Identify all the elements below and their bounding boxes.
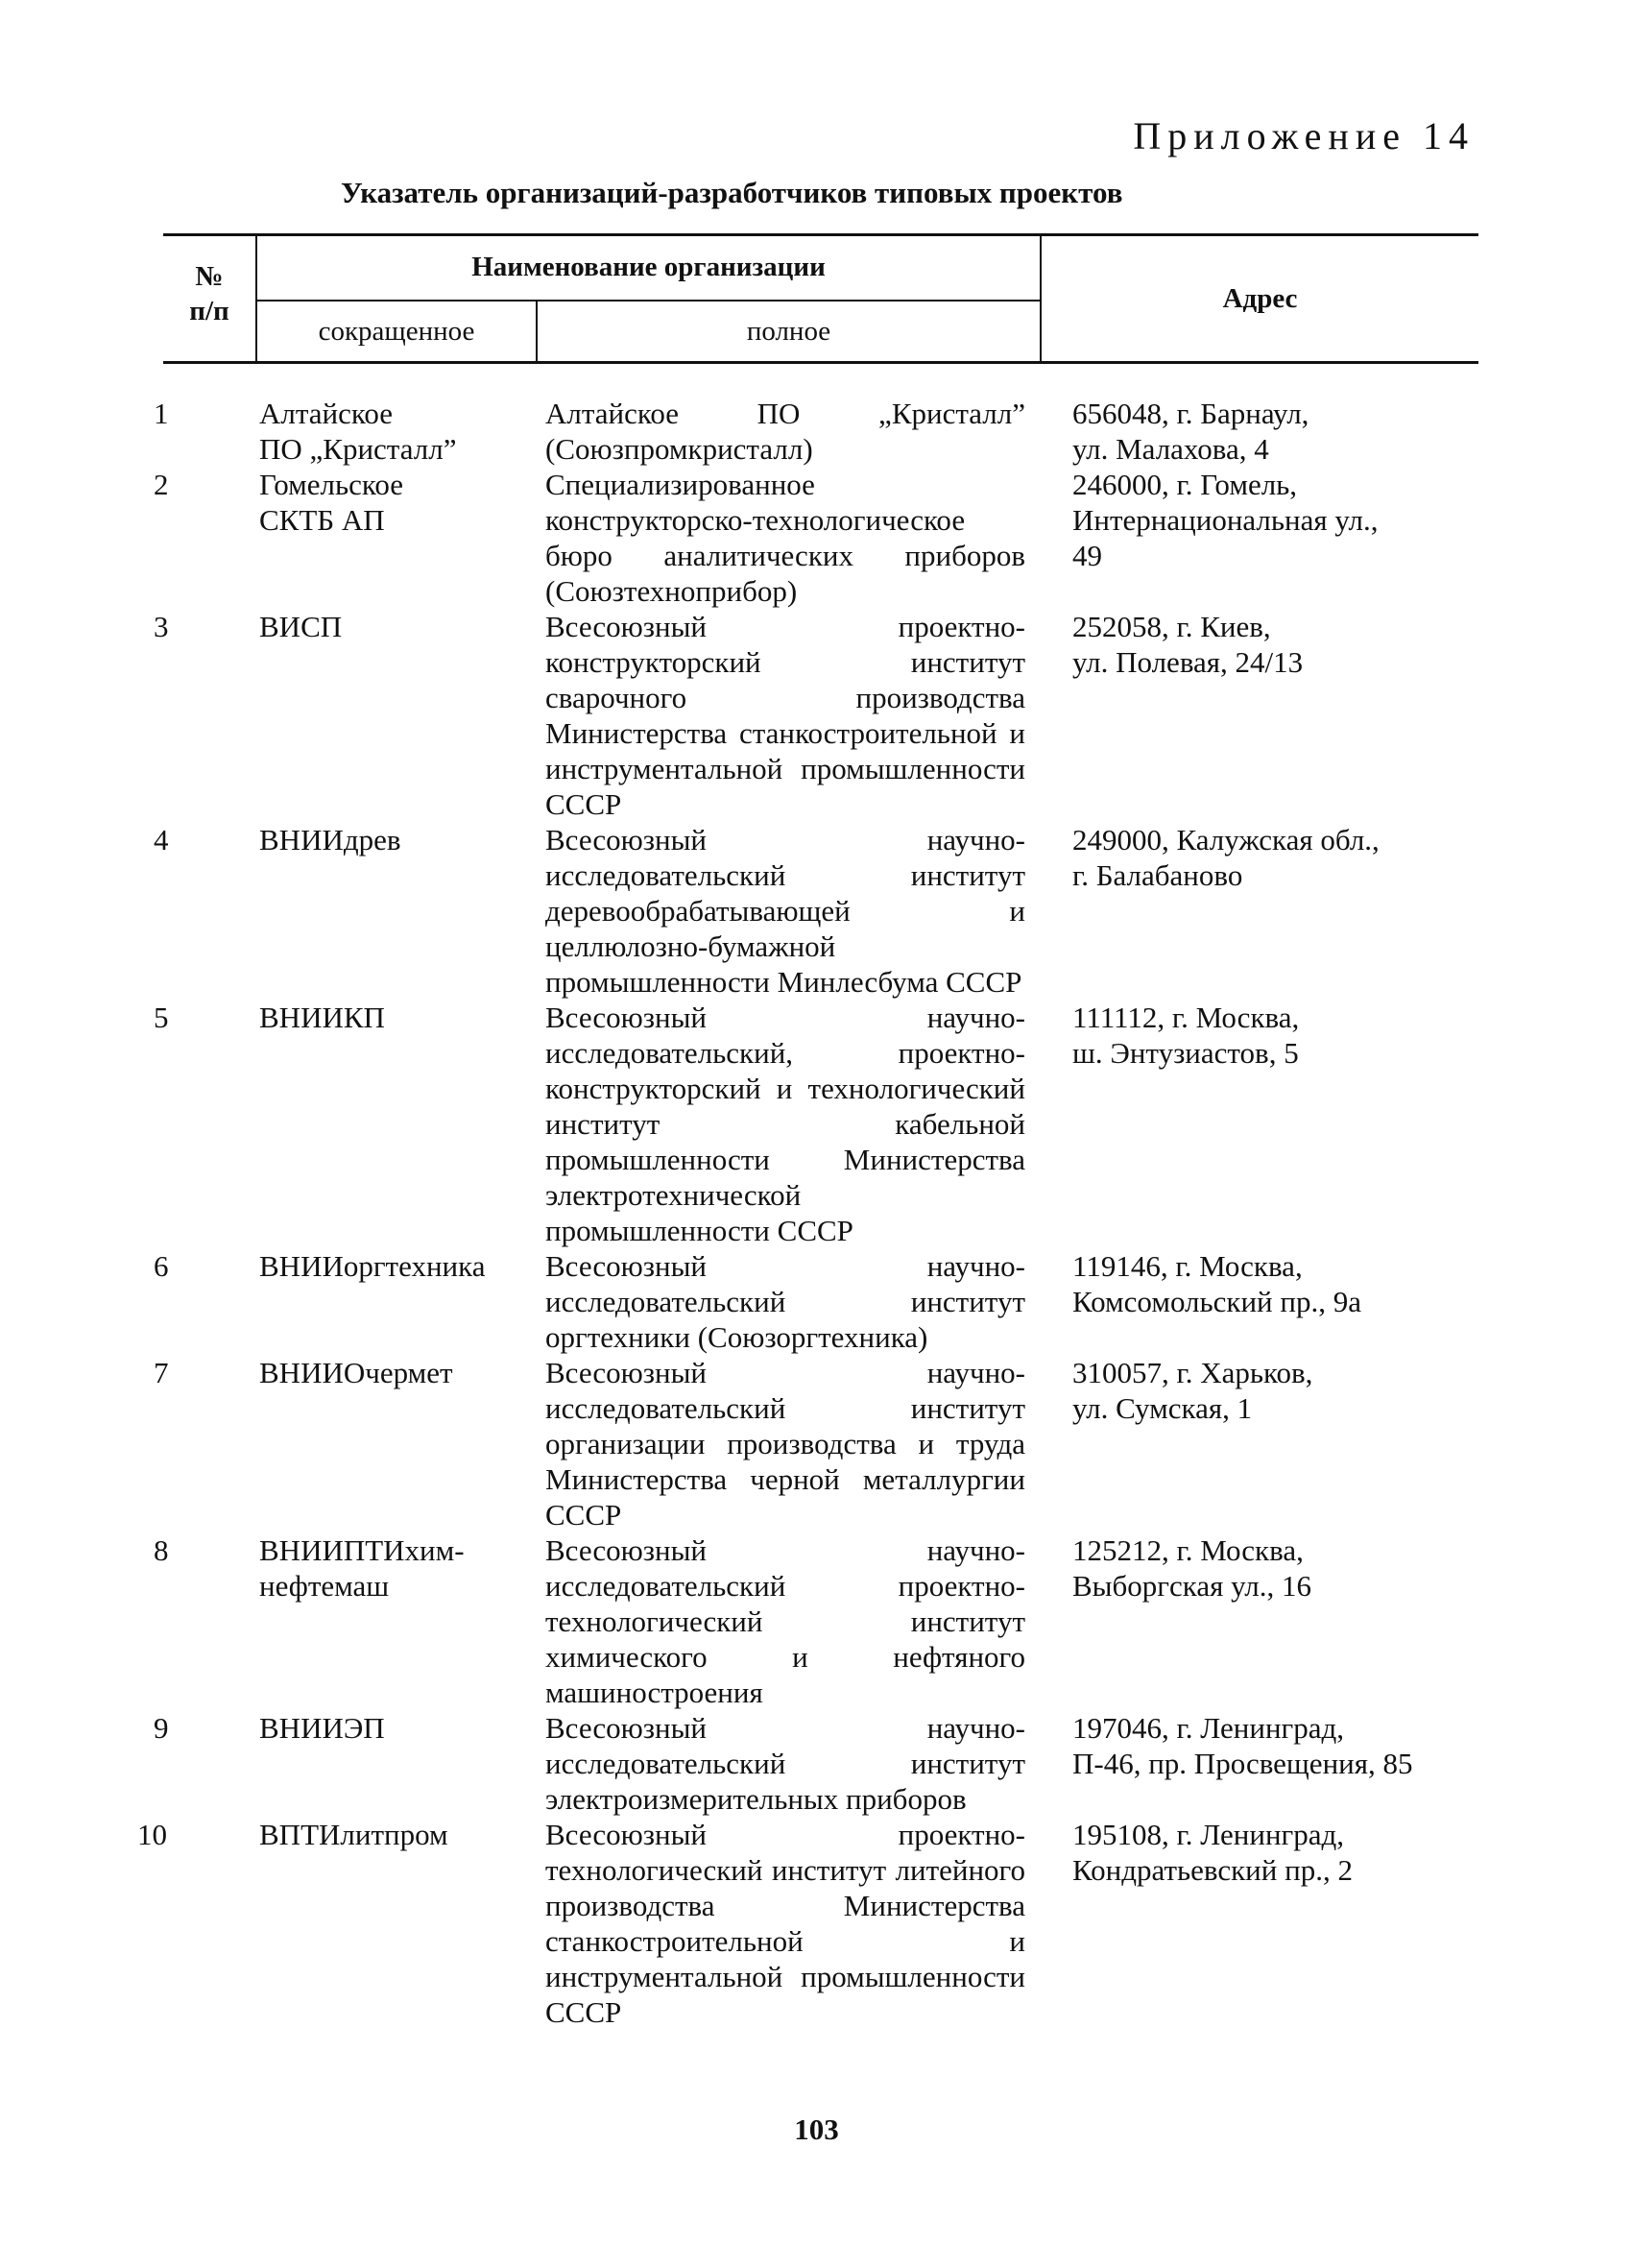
org-full-name: Алтайское ПО „Кристалл” (Союзпромкристалл) — [545, 397, 1025, 466]
row-number: 5 — [154, 1001, 169, 1034]
column-header-short: сокращенное — [318, 316, 475, 347]
row-number: 10 — [137, 1818, 167, 1851]
table-row — [0, 1710, 1633, 1817]
org-address: 125212, г. Москва, Выборгская ул., 16 — [1072, 1533, 1311, 1603]
column-header-number: № п/п — [189, 261, 229, 326]
org-short-name: Гомельское СКТБ АП — [259, 468, 403, 537]
table-row — [0, 396, 1633, 467]
table-row — [0, 1248, 1633, 1355]
org-full-name: Всесоюзный научно-исследовательский институт оргтехники (Союзоргтехника) — [545, 1249, 1025, 1354]
org-full-name: Всесоюзный проектно-конструкторский институт сварочного производства Министерства станкостроительной и инструментальной промышленности СССР — [545, 610, 1025, 821]
org-address: 119146, г. Москва, Комсомольский пр., 9а — [1072, 1249, 1361, 1318]
org-full-name: Всесоюзный научно-исследовательский институт организации производства и труда Министерства черной металлургии СССР — [545, 1356, 1025, 1532]
row-number: 8 — [154, 1533, 169, 1567]
table-row — [0, 822, 1633, 1000]
row-number: 3 — [154, 610, 169, 643]
column-header-address: Адрес — [1222, 283, 1298, 314]
table-body — [0, 396, 1633, 2030]
org-short-name: Алтайское ПО „Кристалл” — [259, 397, 457, 466]
table-top-rule — [163, 233, 1478, 236]
org-address: 252058, г. Киев, ул. Полевая, 24/13 — [1072, 610, 1304, 679]
table-row — [0, 467, 1633, 609]
org-name-underline — [256, 300, 1040, 302]
org-address: 246000, г. Гомель, Интернациональная ул., 49 — [1072, 468, 1379, 572]
org-short-name: ВНИИПТИхим- нефтемаш — [259, 1533, 465, 1603]
org-short-name: ВНИИОчермет — [259, 1356, 453, 1389]
table-row — [0, 1532, 1633, 1710]
row-number: 7 — [154, 1356, 169, 1389]
org-full-name: Всесоюзный научно-исследовательский проектно-технологический институт химического и нефтяного машиностроения — [545, 1533, 1025, 1709]
table-row — [0, 609, 1633, 822]
table-row — [0, 1355, 1633, 1532]
org-address: 111112, г. Москва, ш. Энтузиастов, 5 — [1072, 1001, 1300, 1070]
table-row — [0, 1817, 1633, 2030]
org-short-name: ВНИИдрев — [259, 823, 401, 857]
org-short-name: ВПТИлитпром — [259, 1818, 448, 1851]
org-short-name: ВИСП — [259, 610, 343, 643]
org-address: 197046, г. Ленинград, П-46, пр. Просвещения, 85 — [1072, 1711, 1413, 1780]
org-full-name: Всесоюзный проектно-технологический институт литейного производства Министерства станкостроительной и инструментальной промышленности СССР — [545, 1818, 1025, 2029]
org-short-name: ВНИИКП — [259, 1001, 385, 1034]
org-full-name: Всесоюзный научно-исследовательский институт деревообрабатывающей и целлюлозно-бумажной промышленности Минлесбума СССР — [545, 823, 1025, 999]
row-number: 4 — [154, 823, 169, 857]
org-address: 656048, г. Барнаул, ул. Малахова, 4 — [1072, 397, 1309, 466]
row-number: 6 — [154, 1249, 169, 1283]
row-number: 1 — [154, 397, 169, 430]
org-full-name: Всесоюзный научно-исследовательский институт электроизмерительных приборов — [545, 1711, 1025, 1816]
table-row — [0, 1000, 1633, 1248]
org-short-name: ВНИИЭП — [259, 1711, 385, 1745]
org-short-name: ВНИИоргтехника — [259, 1249, 486, 1283]
appendix-label: Приложение 14 — [1133, 114, 1475, 157]
column-header-org-name: Наименование организации — [471, 252, 826, 282]
column-header-full: полное — [746, 316, 831, 347]
page-title: Указатель организаций-разработчиков типовых проектов — [341, 176, 1123, 209]
page-number: 103 — [794, 2112, 839, 2146]
org-full-name: Всесоюзный научно-исследовательский, проектно-конструкторский и технологический институт кабельной промышленности Министерства электротехнической промышленности СССР — [545, 1001, 1025, 1247]
row-number: 2 — [154, 468, 169, 501]
org-full-name: Специализированное конструкторско-технологическое бюро аналитических приборов (Союзтехноприбор) — [545, 468, 1025, 608]
org-address: 310057, г. Харьков, ул. Сумская, 1 — [1072, 1356, 1313, 1425]
table-header-bottom-rule — [163, 361, 1478, 364]
org-address: 249000, Калужская обл., г. Балабаново — [1072, 823, 1380, 892]
row-number: 9 — [154, 1711, 169, 1745]
org-address: 195108, г. Ленинград, Кондратьевский пр., 2 — [1072, 1818, 1353, 1887]
